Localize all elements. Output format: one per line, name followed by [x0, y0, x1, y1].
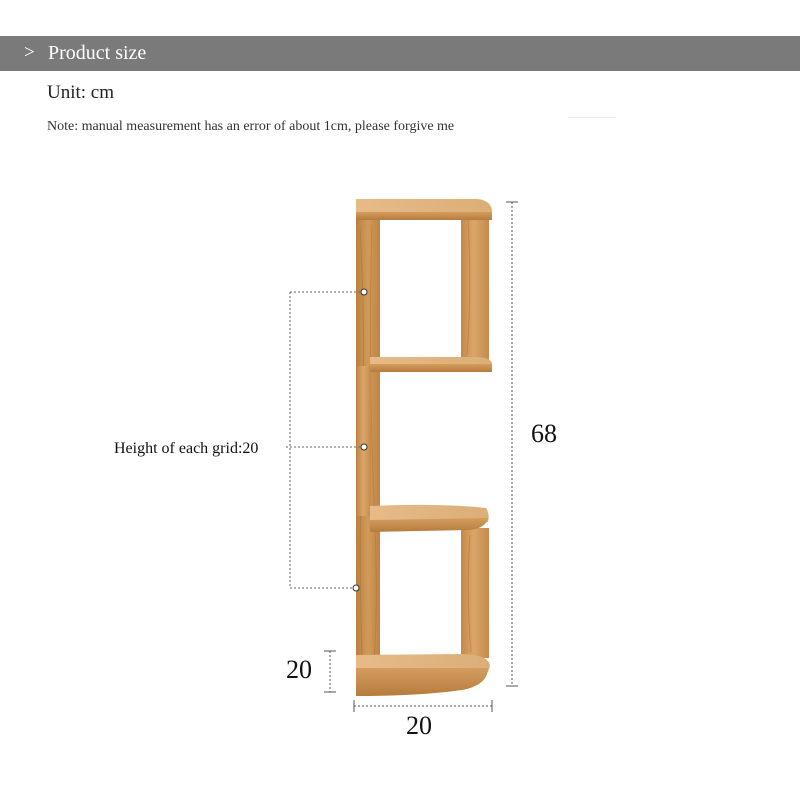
- marker-dot: [361, 444, 367, 450]
- marker-dot: [361, 289, 367, 295]
- marker-dot: [353, 585, 359, 591]
- shelf-upper-side-panel: [461, 214, 489, 360]
- section-title: Product size: [48, 42, 147, 64]
- grid-height-label: Height of each grid:20: [114, 440, 259, 457]
- shelf-board-2: [370, 505, 489, 532]
- depth-dimension-line: [324, 651, 336, 692]
- shelf-bottom-board: [356, 654, 490, 696]
- unit-label: Unit: cm: [47, 82, 115, 103]
- measurement-note: Note: manual measurement has an error of about 1cm, please forgive me: [47, 119, 455, 134]
- chevron-right-icon: >: [24, 42, 35, 63]
- shelf-top-board: [356, 199, 492, 220]
- shelf-lower-side-panel: [461, 528, 489, 658]
- shelf-board-1: [370, 357, 492, 372]
- depth-value: 20: [286, 655, 312, 684]
- total-height-dimension-line: [506, 202, 518, 686]
- total-height-value: 68: [531, 419, 557, 448]
- shelf-middle-side-panel: [357, 366, 371, 516]
- width-value: 20: [406, 711, 432, 740]
- grid-height-bracket: [286, 292, 364, 588]
